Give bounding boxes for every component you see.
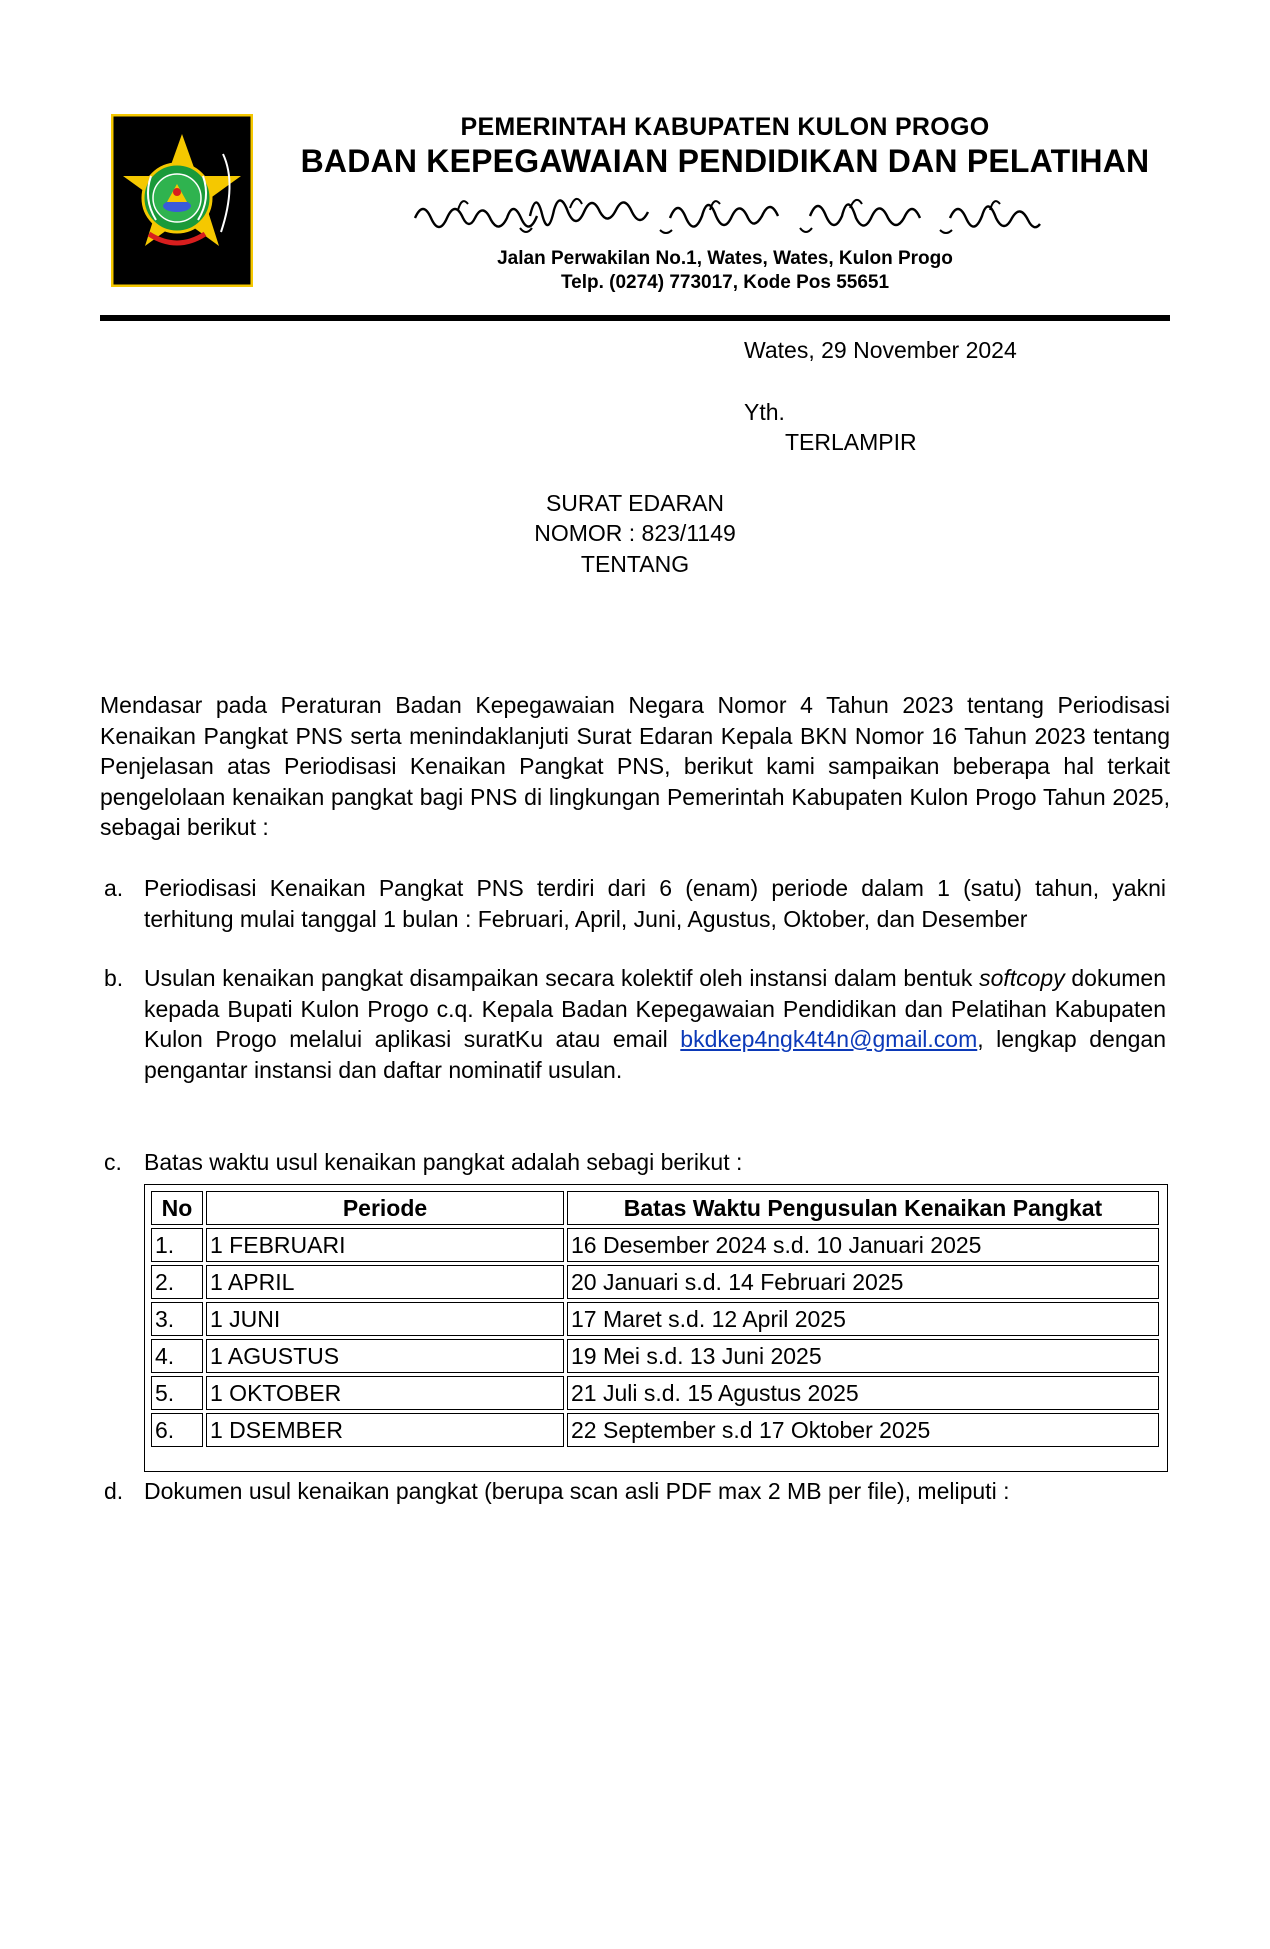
email-link[interactable]: bkdkep4ngk4t4n@gmail.com [680, 1026, 978, 1052]
schedule-table-grid [148, 1188, 1162, 1450]
intro-paragraph: Mendasar pada Peraturan Badan Kepegawaian Negara Nomor 4 Tahun 2023 tentang Periodisasi Kenaikan Pangkat PNS serta menindaklanjuti Surat Edaran Kepala BKN Nomor 16 Tahun 2023 tentang Penjelasan atas Periodisasi Kenaikan Pangkat PNS, berikut kami sampaikan beberapa hal terkait pengelolaan kenaikan pangkat bagi PNS di lingkungan Pemerintah Kabupaten Kulon Progo Tahun 2025, sebagai berikut : [100, 692, 1170, 840]
javanese-script-icon [410, 188, 1060, 236]
table-row [151, 1376, 1159, 1410]
item-a-marker: a. [104, 875, 124, 901]
item-b-italic-term: softcopy [979, 965, 1065, 991]
table-row [151, 1302, 1159, 1336]
table-cell-deadline: 21 Juli s.d. 15 Agustus 2025 [567, 1376, 1159, 1410]
item-b-text-part3: , lengkap dengan pengantar instansi dan daftar nominatif usulan. [144, 1026, 1166, 1083]
table-cell-periode: 1 DSEMBER [206, 1413, 564, 1447]
recipient-name: TERLAMPIR [785, 429, 917, 455]
table-row [151, 1413, 1159, 1447]
table-cell-periode: 1 APRIL [206, 1265, 564, 1299]
header-address: Jalan Perwakilan No.1, Wates, Wates, Kulon Progo [497, 248, 953, 269]
item-b-text-part1: Usulan kenaikan pangkat disampaikan secara kolektif oleh instansi dalam bentuk [144, 965, 980, 991]
table-cell-no: 5. [151, 1376, 203, 1410]
item-a-text: Periodisasi Kenaikan Pangkat PNS terdiri dari 6 (enam) periode dalam 1 (satu) tahun, yakni terhitung mulai tanggal 1 bulan : Februari, April, Juni, Agustus, Oktober, dan Desember [144, 875, 1166, 932]
letterhead-divider [100, 315, 1170, 321]
header-agency-name: BADAN KEPEGAWAIAN PENDIDIKAN DAN PELATIHAN [300, 143, 1150, 179]
kulon-progo-emblem-icon [111, 114, 253, 287]
table-cell-deadline: 17 Maret s.d. 12 April 2025 [567, 1302, 1159, 1336]
table-row [151, 1339, 1159, 1373]
letter-title: SURAT EDARAN [545, 490, 725, 516]
table-cell-deadline: 16 Desember 2024 s.d. 10 Januari 2025 [567, 1228, 1159, 1262]
item-d-text: Dokumen usul kenaikan pangkat (berupa scan asli PDF max 2 MB per file), meliputi : [144, 1478, 1010, 1504]
recipient-salutation: Yth. [744, 399, 785, 425]
item-b-text [144, 963, 1166, 1085]
header-phone: Telp. (0274) 773017, Kode Pos 55651 [560, 272, 890, 293]
header-government-name: PEMERINTAH KABUPATEN KULON PROGO [460, 113, 990, 141]
item-c-text: Batas waktu usul kenaikan pangkat adalah sebagi berikut : [144, 1149, 743, 1175]
table-cell-no: 3. [151, 1302, 203, 1336]
table-row [151, 1265, 1159, 1299]
item-c-marker: c. [104, 1149, 122, 1175]
table-cell-deadline: 19 Mei s.d. 13 Juni 2025 [567, 1339, 1159, 1373]
letter-number: NOMOR : 823/1149 [534, 520, 736, 546]
letter-subject-label: TENTANG [580, 551, 690, 577]
table-cell-periode: 1 AGUSTUS [206, 1339, 564, 1373]
table-header-row [151, 1191, 1159, 1225]
column-header-no: No [151, 1191, 203, 1225]
table-cell-deadline: 20 Januari s.d. 14 Februari 2025 [567, 1265, 1159, 1299]
table-cell-no: 1. [151, 1228, 203, 1262]
item-b-marker: b. [104, 965, 124, 991]
table-cell-deadline: 22 September s.d 17 Oktober 2025 [567, 1413, 1159, 1447]
table-cell-no: 2. [151, 1265, 203, 1299]
schedule-table [144, 1184, 1168, 1472]
item-d-marker: d. [104, 1478, 124, 1504]
letter-date: Wates, 29 November 2024 [744, 337, 1017, 363]
table-cell-periode: 1 FEBRUARI [206, 1228, 564, 1262]
column-header-deadline: Batas Waktu Pengusulan Kenaikan Pangkat [567, 1191, 1159, 1225]
column-header-periode: Periode [206, 1191, 564, 1225]
table-cell-no: 4. [151, 1339, 203, 1373]
item-b-text-part2: dokumen kepada Bupati Kulon Progo c.q. Kepala Badan Kepegawaian Pendidikan dan Pelatihan Kabupaten Kulon Progo melalui aplikasi suratKu atau email [144, 965, 1166, 1052]
table-cell-periode: 1 OKTOBER [206, 1376, 564, 1410]
table-cell-periode: 1 JUNI [206, 1302, 564, 1336]
table-cell-no: 6. [151, 1413, 203, 1447]
table-row [151, 1228, 1159, 1262]
